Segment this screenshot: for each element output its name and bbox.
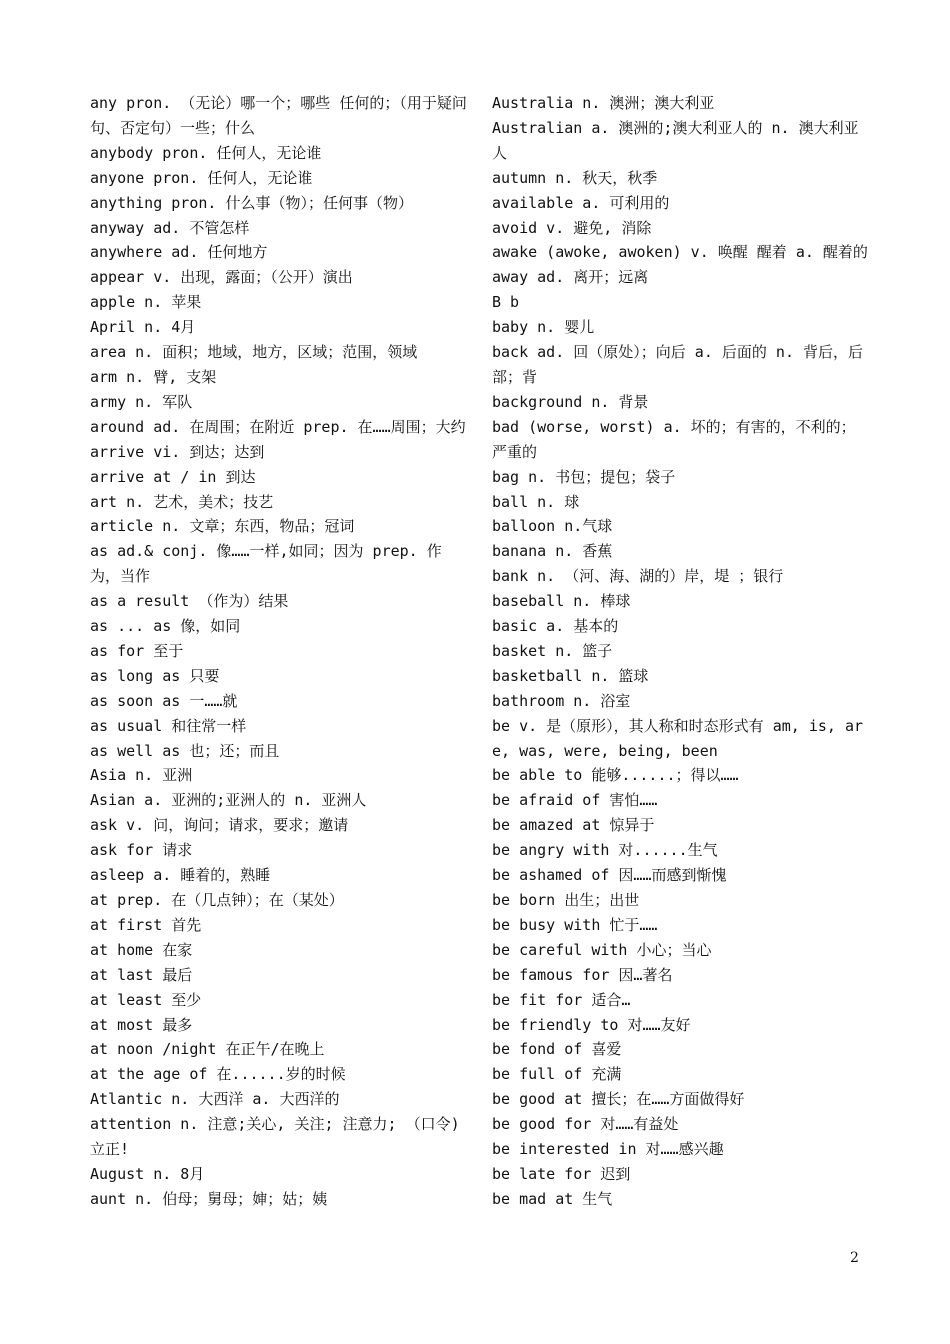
vocab-entry: baby n. 婴儿 xyxy=(492,318,595,337)
vocab-entry: at first 首先 xyxy=(90,915,202,934)
vocab-entry: any pron. （无论）哪一个；哪些 任何的；（用于疑问句、否定句）一些；什么 xyxy=(90,94,467,137)
vocab-entry: be interested in 对……感兴趣 xyxy=(492,1140,724,1159)
vocab-entry: be able to 能够......；得以…… xyxy=(492,766,739,785)
vocab-entry: Asia n. 亚洲 xyxy=(90,766,193,785)
vocab-entry: away ad. 离开；远离 xyxy=(492,268,649,287)
vocab-entry: be friendly to 对……友好 xyxy=(492,1015,691,1034)
vocab-entry: be good at 擅长；在……方面做得好 xyxy=(492,1090,745,1109)
vocab-entry: as soon as 一……就 xyxy=(90,691,238,710)
vocab-entry: bag n. 书包；提包；袋子 xyxy=(492,467,676,486)
vocab-entry: August n. 8月 xyxy=(90,1164,205,1183)
vocab-entry: article n. 文章；东西，物品；冠词 xyxy=(90,517,355,536)
vocab-entry: as ad.& conj. 像……一样,如同；因为 prep. 作为，当作 xyxy=(90,542,442,586)
vocab-entry: bad (worse, worst) a. 坏的；有害的，不利的；严重的 xyxy=(492,417,856,461)
vocab-entry: background n. 背景 xyxy=(492,392,649,411)
vocab-entry: be busy with 忙于…… xyxy=(492,915,658,934)
vocab-entry: be famous for 因…著名 xyxy=(492,965,673,984)
vocab-entry: arrive vi. 到达；达到 xyxy=(90,442,265,461)
vocab-entry: art n. 艺术，美术；技艺 xyxy=(90,492,274,511)
vocab-entry: available a. 可利用的 xyxy=(492,193,670,212)
vocab-entry: be afraid of 害怕…… xyxy=(492,791,658,810)
vocab-entry: arrive at / in 到达 xyxy=(90,467,256,486)
vocab-entry: arm n. 臂, 支架 xyxy=(90,367,217,386)
vocab-entry: Atlantic n. 大西洋 a. 大西洋的 xyxy=(90,1090,340,1109)
vocab-entry: be ashamed of 因……而感到惭愧 xyxy=(492,866,727,885)
vocab-entry: be mad at 生气 xyxy=(492,1189,613,1208)
vocab-entry: appear v. 出现，露面；（公开）演出 xyxy=(90,268,353,287)
vocab-entry: anywhere ad. 任何地方 xyxy=(90,243,268,262)
vocab-entry: at prep. 在（几点钟）；在（某处） xyxy=(90,891,344,909)
vocab-entry: awake (awoke, awoken) v. 唤醒 醒着 a. 醒着的 xyxy=(492,243,868,262)
right-column xyxy=(492,91,870,1212)
vocab-entry: around ad. 在周围；在附近 prep. 在……周围；大约 xyxy=(90,417,466,436)
vocab-entry: as a result （作为）结果 xyxy=(90,592,289,611)
vocab-entry: anybody pron. 任何人，无论谁 xyxy=(90,143,322,162)
left-column xyxy=(90,91,470,1212)
vocab-entry: as long as 只要 xyxy=(90,666,220,685)
vocab-entry: be fond of 喜爱 xyxy=(492,1040,622,1059)
vocab-entry: basket n. 篮子 xyxy=(492,641,613,660)
vocab-entry: area n. 面积；地域，地方，区域；范围，领域 xyxy=(90,343,418,362)
vocab-entry: basic a. 基本的 xyxy=(492,617,619,636)
vocab-entry: attention n. 注意;关心, 关注; 注意力; （口令)立正! xyxy=(90,1115,460,1159)
vocab-entry: as usual 和往常一样 xyxy=(90,716,247,735)
vocab-entry: at most 最多 xyxy=(90,1015,193,1034)
vocab-entry: be late for 迟到 xyxy=(492,1164,631,1183)
vocab-entry: be v. 是（原形），其人称和时态形式有 am, is, are, was, were, being, been xyxy=(492,716,864,760)
vocab-entry: ask v. 问，询问；请求，要求；邀请 xyxy=(90,816,349,835)
vocab-entry: at home 在家 xyxy=(90,940,193,959)
vocab-entry: at the age of 在......岁的时候 xyxy=(90,1065,346,1084)
vocab-entry: aunt n. 伯母；舅母；婶；姑；姨 xyxy=(90,1189,328,1208)
vocab-entry: baseball n. 棒球 xyxy=(492,592,631,611)
page-number: 2 xyxy=(850,1250,859,1266)
vocab-entry: as ... as 像，如同 xyxy=(90,617,241,636)
vocab-entry: balloon n.气球 xyxy=(492,517,613,536)
vocab-entry: at last 最后 xyxy=(90,965,193,984)
vocab-entry: April n. 4月 xyxy=(90,318,196,337)
vocab-entry: bank n. （河、海、湖的）岸，堤 ；银行 xyxy=(492,567,784,586)
vocab-entry: as well as 也；还；而且 xyxy=(90,741,280,760)
vocab-entry: be full of 充满 xyxy=(492,1065,622,1084)
vocab-entry: avoid v. 避免, 消除 xyxy=(492,218,652,237)
vocab-entry: be careful with 小心；当心 xyxy=(492,940,712,959)
vocab-entry: be born 出生；出世 xyxy=(492,891,640,909)
vocab-entry: anyway ad. 不管怎样 xyxy=(90,218,250,237)
vocab-entry: ball n. 球 xyxy=(492,492,580,511)
vocab-entry: banana n. 香蕉 xyxy=(492,542,613,561)
vocab-entry: Asian a. 亚洲的;亚洲人的 n. 亚洲人 xyxy=(90,791,367,810)
vocab-entry: bathroom n. 浴室 xyxy=(492,691,631,710)
vocab-entry: back ad. 回（原处）；向后 a. 后面的 n. 背后，后部；背 xyxy=(492,343,864,386)
vocab-entry: be angry with 对......生气 xyxy=(492,841,718,860)
vocab-entry: army n. 军队 xyxy=(90,392,193,411)
vocab-entry: at noon /night 在正午/在晚上 xyxy=(90,1040,325,1059)
vocab-entry: basketball n. 篮球 xyxy=(492,666,649,685)
vocab-entry: as for 至于 xyxy=(90,641,184,660)
vocab-entry: asleep a. 睡着的，熟睡 xyxy=(90,866,271,885)
vocab-entry: ask for 请求 xyxy=(90,841,193,860)
vocab-entry: be fit for 适合… xyxy=(492,990,631,1009)
vocab-entry: Australian a. 澳洲的;澳大利亚人的 n. 澳大利亚人 xyxy=(492,118,859,162)
vocab-entry: anything pron. 什么事（物）；任何事（物） xyxy=(90,193,413,212)
vocab-entry: B b xyxy=(492,293,520,312)
vocab-entry: be good for 对……有益处 xyxy=(492,1115,679,1134)
vocab-entry: at least 至少 xyxy=(90,990,202,1009)
vocab-entry: Australia n. 澳洲；澳大利亚 xyxy=(492,94,715,112)
vocab-entry: be amazed at 惊异于 xyxy=(492,816,655,835)
vocab-entry: anyone pron. 任何人，无论谁 xyxy=(90,168,313,187)
vocab-entry: autumn n. 秋天，秋季 xyxy=(492,168,658,187)
vocab-entry: apple n. 苹果 xyxy=(90,293,202,312)
